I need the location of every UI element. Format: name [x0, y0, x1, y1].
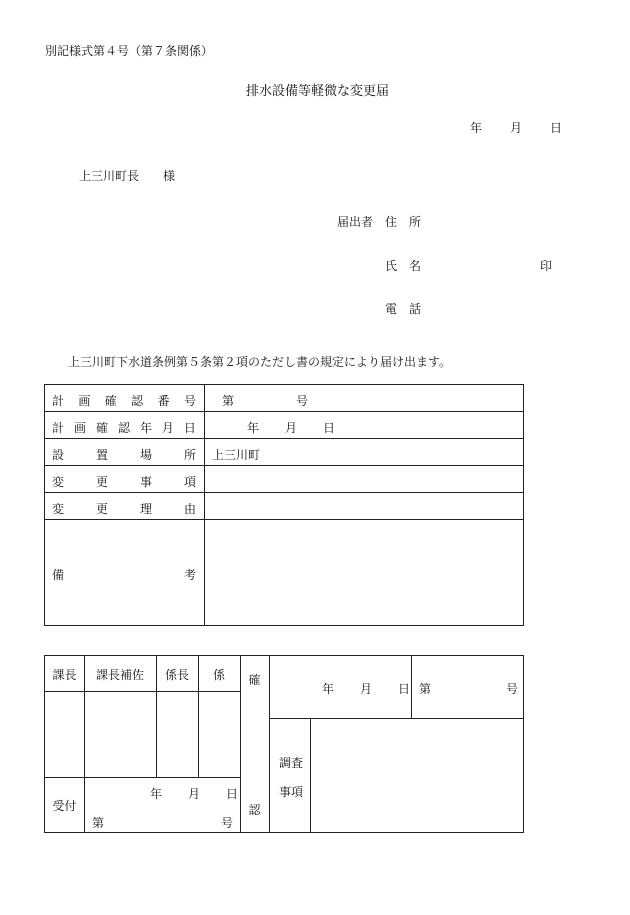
confirm-label-bottom: 認: [248, 803, 261, 817]
remarks-label: 備 考: [52, 568, 196, 582]
plan-number-dai: 第: [222, 394, 235, 408]
header-unit-chief: 係長: [164, 668, 189, 682]
header-staff: 係: [212, 668, 225, 682]
addressee-honorific: 様: [163, 169, 176, 183]
header-assistant-chief: 課長補佐: [95, 668, 144, 682]
plan-confirm-date-label: 計 画 確 認 年 月 日: [52, 421, 196, 435]
date-year: 年: [470, 121, 483, 135]
confirm-number-go: 号: [506, 682, 519, 696]
applicant-address-label: 住 所: [385, 215, 421, 229]
reception-label: 受付: [52, 799, 77, 813]
plan-confirm-number-label: 計 画 確 認 番 号: [52, 394, 196, 408]
plan-number-go: 号: [296, 394, 309, 408]
addressee: [79, 167, 175, 184]
reception-number-go: 号: [221, 816, 234, 830]
change-reason-label: 変 更 理 由: [52, 502, 196, 516]
date-month: 月: [510, 121, 523, 135]
install-location-value: 上三川町: [212, 448, 261, 462]
plan-confirm-date-value: 年 月 日: [247, 421, 336, 435]
form-number: 別記様式第４号（第７条関係）: [45, 44, 214, 58]
applicant-label: 届出者: [337, 215, 374, 229]
confirm-date: 年 月 日: [322, 682, 411, 696]
applicant-phone-label: 電 話: [385, 302, 421, 316]
reception-date: 年 月 日: [150, 787, 239, 801]
reception-number-dai: 第: [92, 816, 105, 830]
page-title: 排水設備等軽微な変更届: [246, 84, 390, 99]
applicant-name-label: 氏 名: [385, 259, 421, 273]
confirm-label-top: 確: [248, 673, 261, 687]
confirm-number-dai: 第: [419, 682, 432, 696]
statement-text: 上三川町下水道条例第５条第２項のただし書の規定により届け出ます。: [68, 355, 452, 369]
survey-label-1: 調査: [279, 756, 304, 770]
seal-mark: 印: [540, 259, 553, 273]
install-location-label: 設 置 場 所: [52, 448, 196, 462]
date-day: 日: [550, 121, 563, 135]
change-item-label: 変 更 事 項: [52, 475, 196, 489]
header-section-chief: 課長: [52, 668, 77, 682]
survey-label-2: 事項: [279, 785, 304, 799]
addressee-name: 上三川町長: [79, 169, 140, 183]
submission-date: [470, 119, 562, 136]
